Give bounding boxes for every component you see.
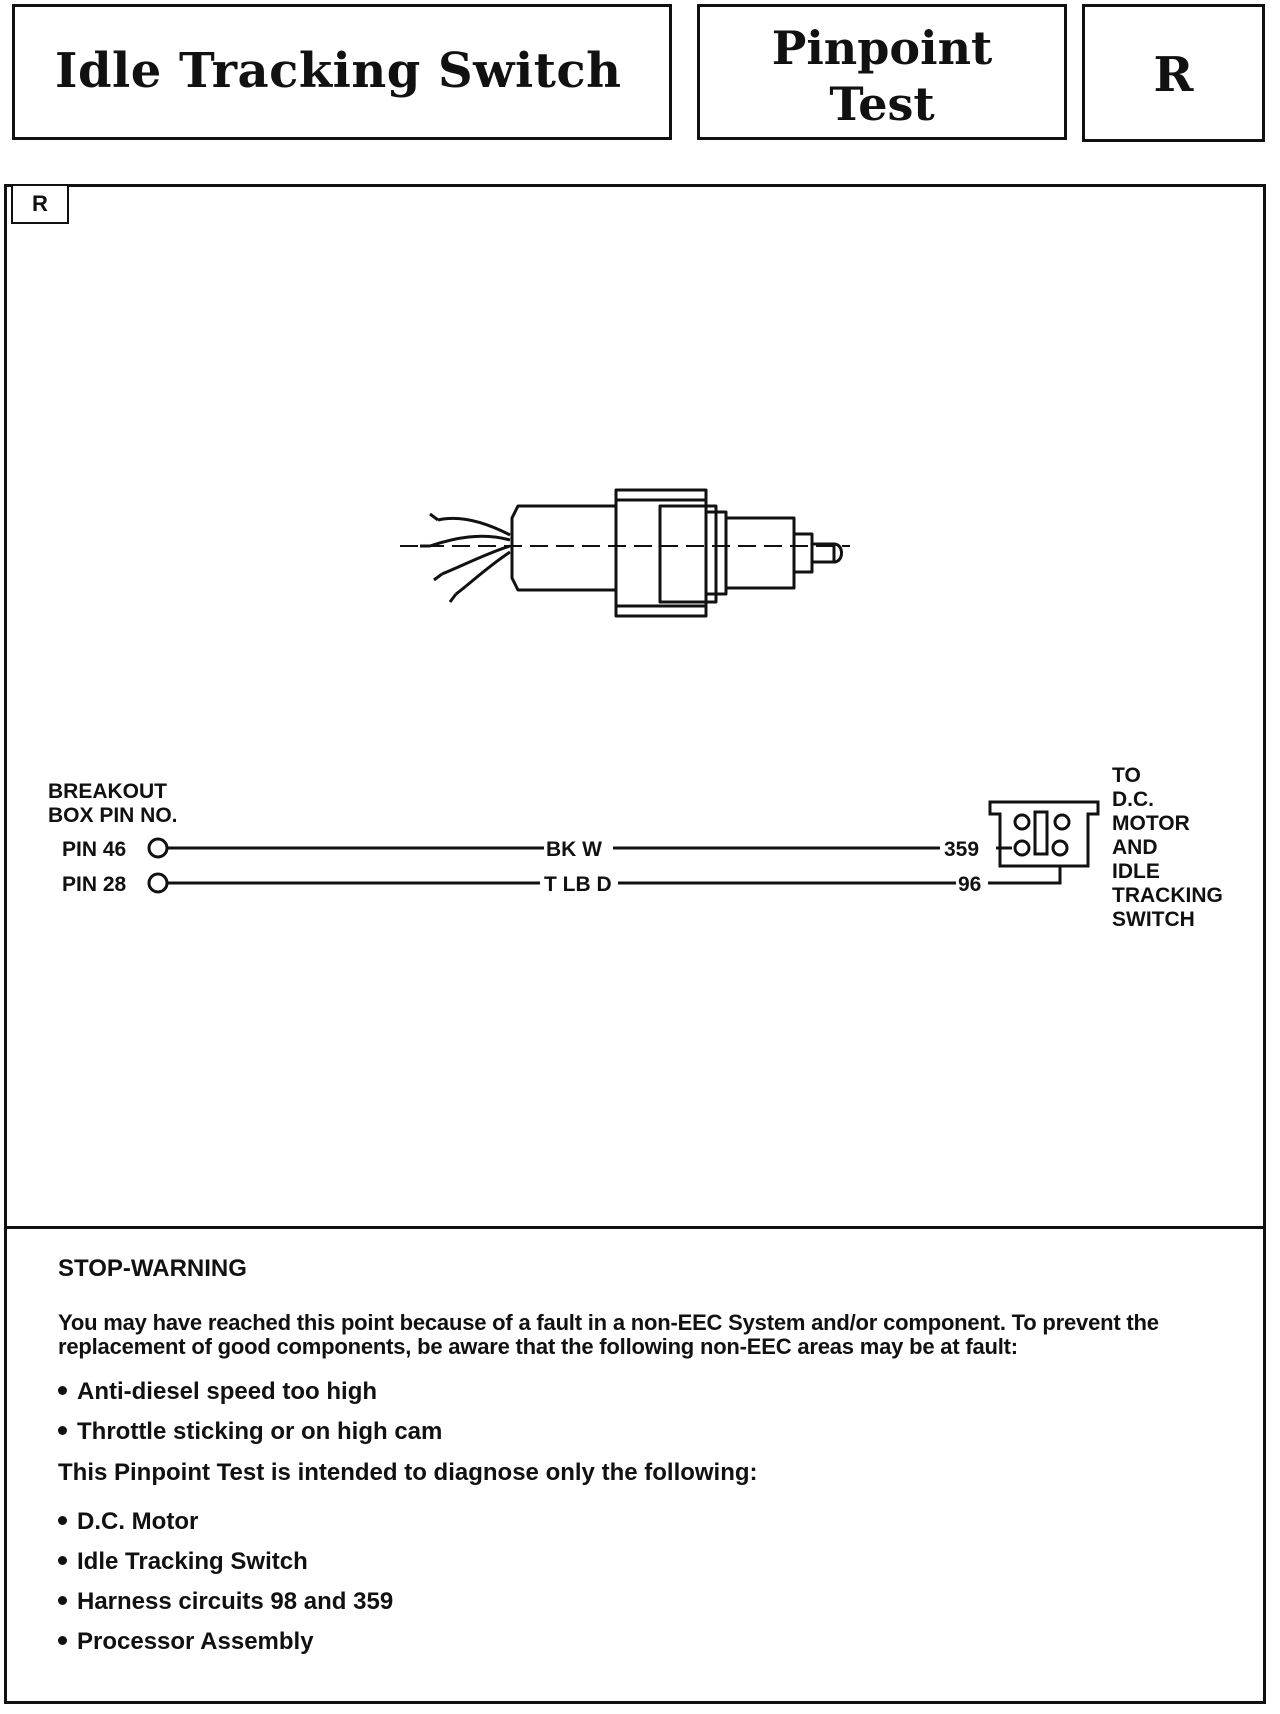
list-item: Anti-diesel speed too high bbox=[58, 1379, 1208, 1405]
list-item: D.C. Motor bbox=[58, 1509, 1208, 1535]
destination-label: TO D.C. MOTOR AND IDLE TRACKING SWITCH bbox=[1112, 764, 1223, 931]
panel-tag: R bbox=[11, 184, 69, 224]
list-item: Processor Assembly bbox=[58, 1629, 1208, 1655]
pin-label: PIN 28 bbox=[62, 873, 127, 896]
panel-divider bbox=[4, 1226, 1266, 1229]
warning-intro: You may have reached this point because of a fault in a non-EEC System and/or component. To prevent the replacement of good components, be aware that the following non-EEC areas may be at fault: bbox=[58, 1310, 1159, 1359]
test-type-box bbox=[697, 4, 1067, 140]
test-type-line2: Test bbox=[829, 77, 935, 131]
circuit-number: 96 bbox=[958, 873, 982, 896]
list-item: Idle Tracking Switch bbox=[58, 1549, 1208, 1575]
list-item: Harness circuits 98 and 359 bbox=[58, 1589, 1208, 1615]
breakout-label-line2: BOX PIN NO. bbox=[48, 804, 178, 827]
idle-tracking-switch-illustration bbox=[390, 450, 870, 670]
wire-lead bbox=[430, 536, 510, 546]
circuit-number: 359 bbox=[944, 838, 980, 861]
wire-color-code: T LB D bbox=[544, 873, 612, 896]
switch-shaft bbox=[726, 518, 794, 588]
page-title: Idle Tracking Switch bbox=[55, 43, 622, 99]
diagnose-list bbox=[58, 1509, 1208, 1655]
title-box bbox=[12, 4, 672, 140]
wire-lead bbox=[456, 552, 510, 594]
wire-color-code: BK W bbox=[546, 838, 602, 861]
warning-heading: STOP-WARNING bbox=[58, 1255, 247, 1282]
switch-body bbox=[512, 506, 616, 590]
stop-warning-section bbox=[58, 1255, 1208, 1669]
test-code: R bbox=[1153, 47, 1194, 103]
pin-terminal bbox=[149, 839, 167, 857]
test-type-line1: Pinpoint bbox=[771, 21, 993, 75]
wire-lead bbox=[438, 518, 510, 535]
non-eec-area-list bbox=[58, 1379, 1208, 1445]
diagnose-intro: This Pinpoint Test is intended to diagnose only the following: bbox=[58, 1459, 758, 1486]
list-item: Throttle sticking or on high cam bbox=[58, 1419, 1208, 1445]
pin-terminal bbox=[149, 874, 167, 892]
pin-label: PIN 46 bbox=[62, 838, 127, 861]
test-code-box bbox=[1082, 4, 1265, 142]
breakout-label-line1: BREAKOUT bbox=[48, 780, 167, 803]
